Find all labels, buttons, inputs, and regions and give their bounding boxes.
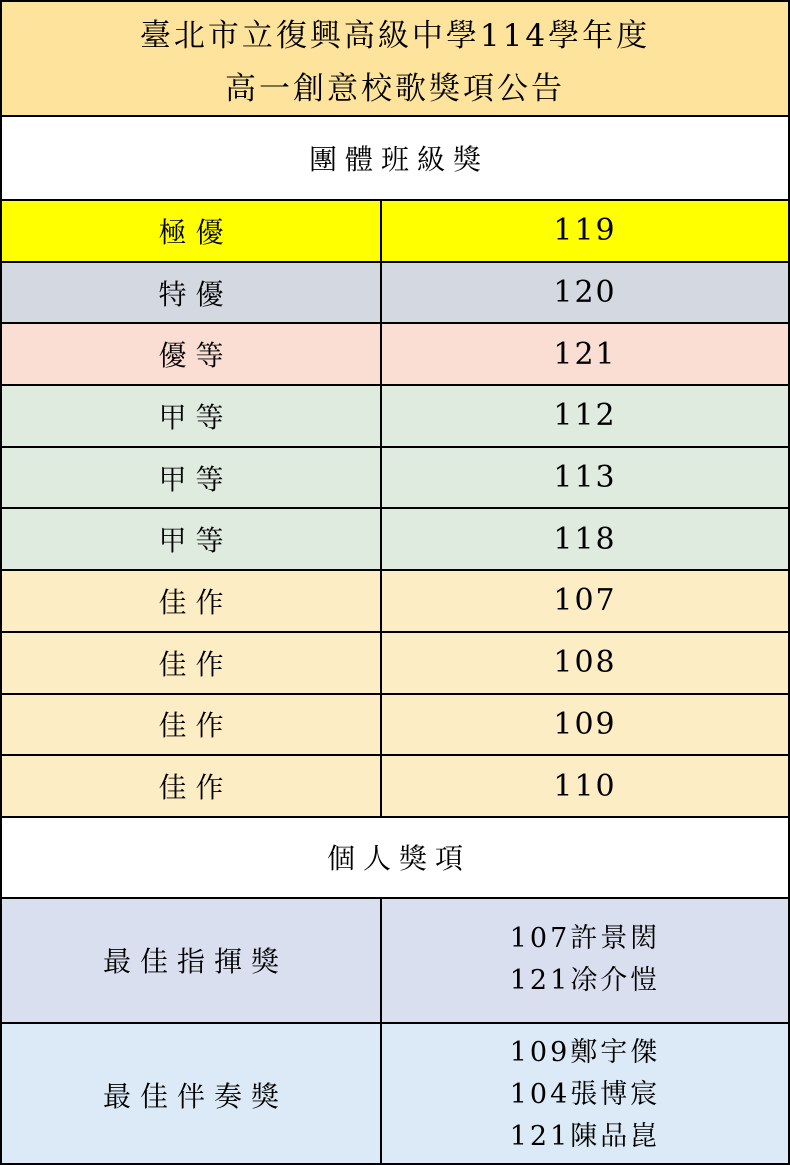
award-name-cell: 佳作 — [2, 695, 382, 755]
class-number-cell: 119 — [553, 213, 617, 249]
winner-line: 107許景閎 — [509, 923, 661, 955]
award-name-cell: 極優 — [2, 201, 382, 261]
award-name-cell: 優等 — [2, 324, 382, 384]
award-name-cell: 最佳伴奏獎 — [2, 1024, 382, 1165]
table-row — [2, 384, 788, 446]
winner-line: 109鄭宇傑 — [509, 1037, 661, 1069]
winner-list-cell — [382, 899, 788, 1022]
table-header — [2, 2, 788, 115]
table-row — [2, 897, 788, 1022]
table-row — [2, 631, 788, 693]
table-row — [2, 507, 788, 569]
award-name-cell: 特優 — [2, 263, 382, 323]
award-name-cell: 佳作 — [2, 571, 382, 631]
winner-line: 121凃介愷 — [509, 965, 661, 997]
page-title-line-2: 高一創意校歌獎項公告 — [225, 70, 565, 107]
class-number-cell: 121 — [553, 336, 617, 372]
section-heading-group-awards: 團體班級獎 — [2, 115, 788, 199]
class-number-cell: 112 — [553, 398, 617, 434]
table-row — [2, 754, 788, 816]
winner-line: 104張博宸 — [509, 1079, 661, 1111]
table-row — [2, 261, 788, 323]
class-number-cell: 109 — [553, 706, 617, 742]
table-row — [2, 446, 788, 508]
winners-block — [510, 918, 661, 1002]
winner-line: 121陳品崑 — [509, 1121, 661, 1153]
award-name-cell: 最佳指揮獎 — [2, 899, 382, 1022]
award-name-cell: 甲等 — [2, 509, 382, 569]
class-number-cell: 107 — [553, 583, 617, 619]
page-title-line-1: 臺北市立復興高級中學114學年度 — [139, 17, 651, 54]
table-row — [2, 569, 788, 631]
award-name-cell: 佳作 — [2, 633, 382, 693]
table-row — [2, 693, 788, 755]
winner-list-cell — [382, 1024, 788, 1165]
table-row — [2, 1022, 788, 1165]
class-number-cell: 118 — [553, 521, 617, 557]
section-heading-individual-awards: 個人獎項 — [2, 816, 788, 897]
award-name-cell: 甲等 — [2, 386, 382, 446]
class-number-cell: 120 — [553, 275, 617, 311]
award-name-cell: 佳作 — [2, 756, 382, 816]
table-row — [2, 199, 788, 261]
class-number-cell: 108 — [553, 645, 617, 681]
class-number-cell: 113 — [553, 460, 617, 496]
table-row — [2, 322, 788, 384]
award-name-cell: 甲等 — [2, 448, 382, 508]
class-number-cell: 110 — [553, 768, 617, 804]
winners-block — [510, 1032, 661, 1158]
